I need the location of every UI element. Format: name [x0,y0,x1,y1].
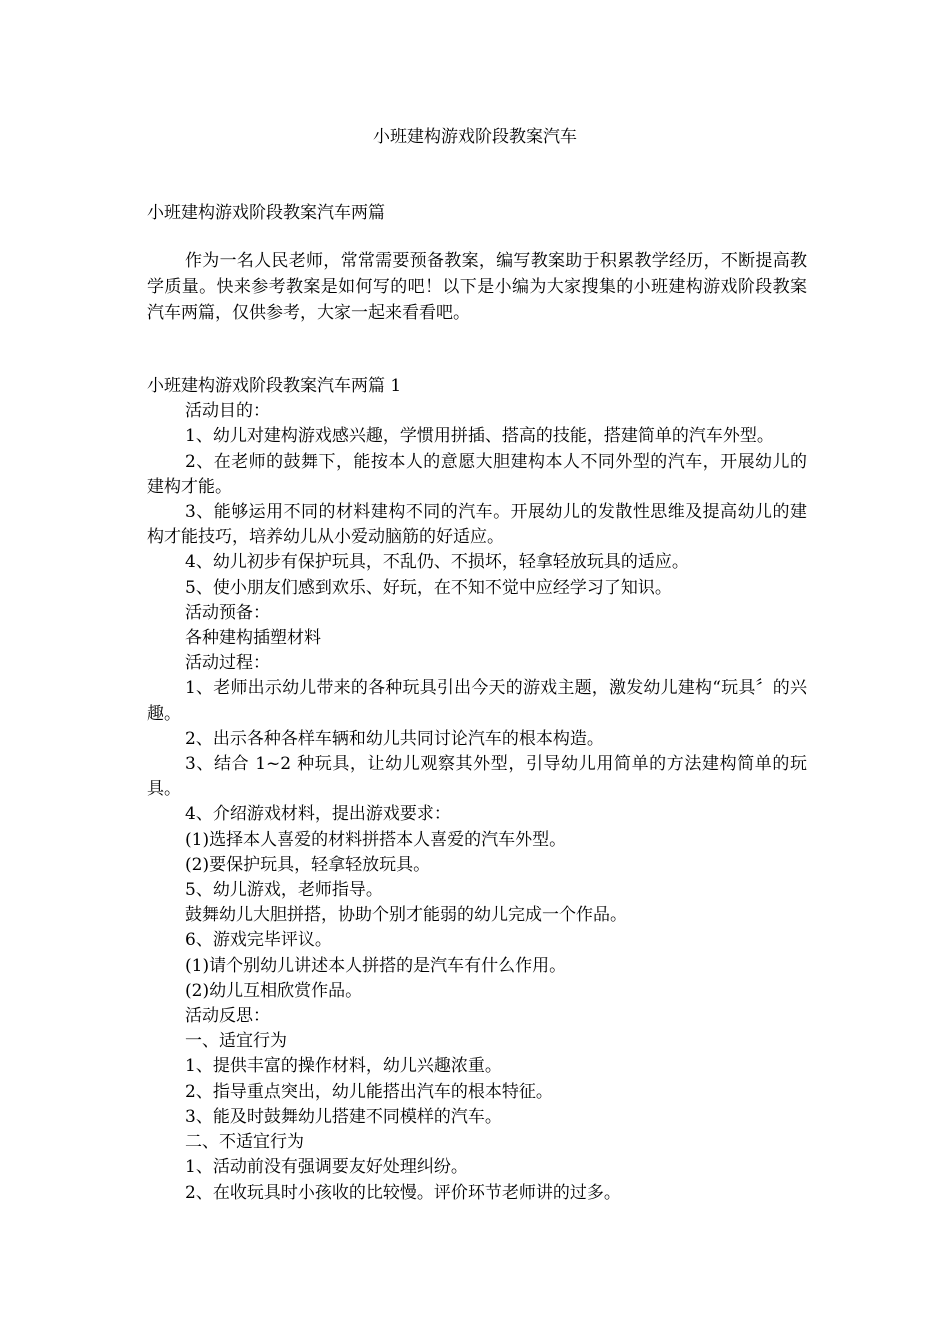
paragraph: 5、幼儿游戏，老师指导。 [185,880,383,901]
paragraph: 3、能及时鼓舞幼儿搭建不同模样的汽车。 [185,1106,502,1127]
paragraph: 各种建构插塑材料 [185,628,321,649]
document-title: 小班建构游戏阶段教案汽车 [373,127,577,147]
intro-paragraph: 作为一名人民老师，常常需要预备教案，编写教案助于积累教学经历，不断提高教学质量。快来参考教案是如何写的吧！以下是小编为大家搜集的小班建构游戏阶段教案汽车两篇，仅供参考，大家一起来看看吧。 [147,251,807,323]
paragraph: 活动目的： [185,401,270,422]
paragraph: 4、介绍游戏材料，提出游戏要求： [185,804,451,825]
paragraph: (1)请个别幼儿讲述本人拼搭的是汽车有什么作用。 [185,955,567,976]
paragraph: 6、游戏完毕评议。 [185,930,332,951]
document-subtitle: 小班建构游戏阶段教案汽车两篇 [147,203,385,223]
paragraph: 鼓舞幼儿大胆拼搭，协助个别才能弱的幼儿完成一个作品。 [185,905,627,926]
paragraph: 1、活动前没有强调要友好处理纠纷。 [185,1157,468,1178]
paragraph: 2、出示各种各样车辆和幼儿共同讨论汽车的根本构造。 [185,728,604,749]
paragraph: 4、幼儿初步有保护玩具，不乱仍、不损坏，轻拿轻放玩具的适应。 [185,552,689,573]
paragraph: (2)要保护玩具，轻拿轻放玩具。 [185,854,431,875]
paragraph: 活动预备： [185,602,270,623]
paragraph: 一、适宜行为 [185,1031,287,1052]
paragraph: 活动反思： [185,1006,270,1027]
paragraph: 二、不适宜行为 [185,1132,304,1153]
lesson-section-1 [147,374,807,1206]
paragraph: 5、使小朋友们感到欢乐、好玩，在不知不觉中应经学习了知识。 [185,577,672,598]
paragraph: 2、在老师的鼓舞下，能按本人的意愿大胆建构本人不同外型的汽车，开展幼儿的建构才能。 [147,451,807,497]
section-heading: 小班建构游戏阶段教案汽车两篇 1 [147,376,402,396]
paragraph: 1、老师出示幼儿带来的各种玩具引出今天的游戏主题，激发幼儿建构“玩具〞的兴趣。 [147,678,807,724]
paragraph: 3、结合 1~2 种玩具，让幼儿观察其外型，引导幼儿用简单的方法建构简单的玩具。 [147,754,807,800]
paragraph: (1)选择本人喜爱的材料拼搭本人喜爱的汽车外型。 [185,829,567,850]
paragraph: 2、在收玩具时小孩收的比较慢。评价环节老师讲的过多。 [185,1182,621,1203]
paragraph: 2、指导重点突出，幼儿能搭出汽车的根本特征。 [185,1081,553,1102]
paragraph: 3、能够运用不同的材料建构不同的汽车。开展幼儿的发散性思维及提高幼儿的建构才能技巧，培养幼儿从小爱动脑筋的好适应。 [147,502,807,548]
paragraph: 1、幼儿对建构游戏感兴趣，学惯用拼插、搭高的技能，搭建简单的汽车外型。 [185,426,774,447]
paragraph: (2)幼儿互相欣赏作品。 [185,980,363,1001]
paragraph: 活动过程： [185,653,270,674]
paragraph: 1、提供丰富的操作材料，幼儿兴趣浓重。 [185,1056,502,1077]
